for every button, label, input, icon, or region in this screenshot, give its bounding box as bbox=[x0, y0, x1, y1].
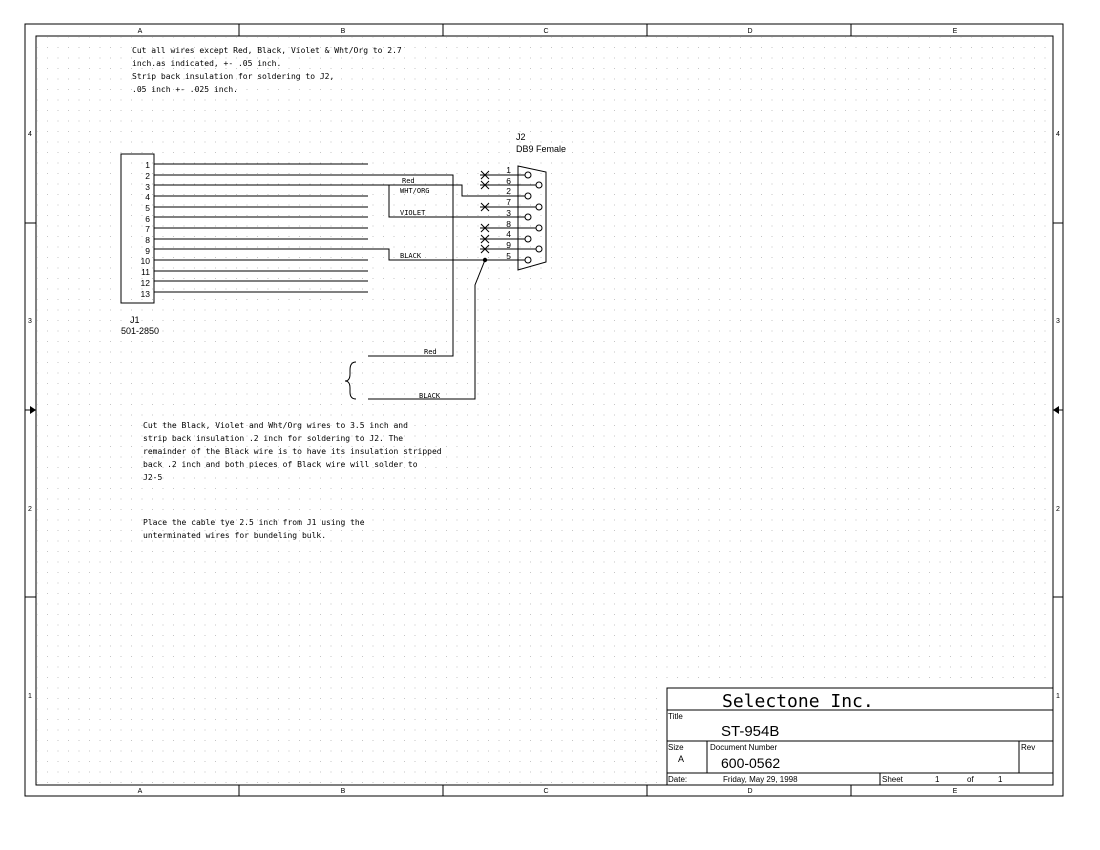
note-top-line: Strip back insulation for soldering to J2, bbox=[132, 72, 335, 81]
zone-label-left: 3 bbox=[28, 318, 32, 325]
document-number: 600-0562 bbox=[721, 755, 781, 771]
j1-pin-number: 12 bbox=[140, 278, 150, 288]
sheet-label: Sheet bbox=[882, 775, 903, 784]
j2-pin-number: 5 bbox=[506, 251, 511, 261]
size-label: Size bbox=[668, 743, 684, 752]
note-middle-line: remainder of the Black wire is to have its insulation stripped bbox=[143, 447, 442, 456]
sheet-count: 1 bbox=[998, 775, 1003, 784]
j1-pin-number: 8 bbox=[145, 235, 150, 245]
zone-label-top: D bbox=[747, 28, 753, 35]
j2-pin-circle bbox=[525, 236, 531, 242]
zone-label-left: 2 bbox=[28, 506, 32, 513]
j1-pin-number: 7 bbox=[145, 224, 150, 234]
zone-label-bottom: A bbox=[137, 788, 143, 795]
zone-label-bottom: E bbox=[952, 788, 958, 795]
zone-label-top: A bbox=[137, 28, 143, 35]
zone-label-left: 4 bbox=[28, 131, 32, 138]
of-label: of bbox=[967, 775, 974, 784]
zone-label-top: B bbox=[340, 28, 346, 35]
note-middle-line: J2-5 bbox=[143, 473, 163, 482]
j2-pin-number: 4 bbox=[506, 229, 511, 239]
j1-part-label: 501-2850 bbox=[121, 326, 160, 336]
zone-label-right: 3 bbox=[1056, 318, 1060, 325]
zone-label-bottom: B bbox=[340, 788, 346, 795]
left-center-arrow bbox=[30, 406, 36, 414]
j2-pin-number: 6 bbox=[506, 176, 511, 186]
j2-pin-circle bbox=[536, 204, 542, 210]
j1-pin-number: 2 bbox=[145, 171, 150, 181]
j2-pin-circle bbox=[525, 257, 531, 263]
zone-label-left: 1 bbox=[28, 693, 32, 700]
sheet-number: 1 bbox=[935, 775, 940, 784]
drawing-frame bbox=[25, 24, 1063, 796]
j1-pin-number: 9 bbox=[145, 246, 150, 256]
j2-pin-circle bbox=[536, 182, 542, 188]
j2-pin-circle bbox=[525, 214, 531, 220]
j2-part-label: DB9 Female bbox=[516, 144, 567, 154]
drawing-title: ST-954B bbox=[721, 723, 780, 740]
wire-label-violet: VIOLET bbox=[400, 209, 426, 217]
right-center-arrow bbox=[1053, 406, 1059, 414]
j2-pin-number: 3 bbox=[506, 208, 511, 218]
note-bottom-line: Place the cable tye 2.5 inch from J1 using the bbox=[143, 518, 365, 527]
zone-label-right: 2 bbox=[1056, 506, 1060, 513]
j1-pin-number: 11 bbox=[141, 267, 150, 277]
note-middle-line: back .2 inch and both pieces of Black wire will solder to bbox=[143, 460, 418, 469]
j2-pin-numbers bbox=[506, 165, 511, 261]
size-value: A bbox=[678, 754, 685, 764]
zone-label-top: C bbox=[543, 28, 549, 35]
j1-pin-number: 6 bbox=[145, 214, 150, 224]
title-block bbox=[667, 688, 1053, 785]
note-bottom-line: unterminated wires for bundeling bulk. bbox=[143, 531, 327, 540]
j1-pin-number: 13 bbox=[140, 289, 150, 299]
j2-pin-circle bbox=[525, 193, 531, 199]
note-top-line: inch.as indicated, +- .05 inch. bbox=[132, 59, 282, 68]
date-value: Friday, May 29, 1998 bbox=[723, 775, 798, 784]
junction-dot bbox=[483, 258, 487, 262]
note-middle-line: Cut the Black, Violet and Wht/Org wires to 3.5 inch and bbox=[143, 421, 408, 430]
rev-label: Rev bbox=[1021, 743, 1036, 752]
j2-ref-label: J2 bbox=[516, 132, 526, 142]
j1-pin-number: 1 bbox=[145, 160, 150, 170]
j2-pin-number: 1 bbox=[506, 165, 511, 175]
j1-pin-number: 5 bbox=[145, 203, 150, 213]
note-middle-line: strip back insulation .2 inch for soldering to J2. The bbox=[143, 434, 404, 443]
j2-pin-circle bbox=[536, 246, 542, 252]
wire-label-black: BLACK bbox=[400, 252, 422, 260]
j1-pin-number: 3 bbox=[145, 182, 150, 192]
company-name: Selectone Inc. bbox=[722, 691, 874, 712]
j2-pin-number: 9 bbox=[506, 240, 511, 250]
zone-label-right: 4 bbox=[1056, 131, 1060, 138]
zone-label-bottom: C bbox=[543, 788, 549, 795]
document-number-label: Document Number bbox=[710, 743, 778, 752]
j2-pin-circle bbox=[536, 225, 542, 231]
wire-label-red-free: Red bbox=[424, 348, 437, 356]
j2-pin-number: 7 bbox=[506, 197, 511, 207]
j1-ref-label: J1 bbox=[130, 315, 140, 325]
wire-label-wht-org: WHT/ORG bbox=[400, 187, 430, 195]
j2-pin-circle bbox=[525, 172, 531, 178]
wire-label-black-free: BLACK bbox=[419, 392, 441, 400]
j1-pin-number: 10 bbox=[140, 256, 150, 266]
title-label: Title bbox=[668, 712, 683, 721]
note-top-line: Cut all wires except Red, Black, Violet & Wht/Org to 2.7 bbox=[132, 46, 402, 55]
wire-label-red: Red bbox=[402, 177, 415, 185]
j2-pin-number: 2 bbox=[506, 186, 511, 196]
zone-label-top: E bbox=[952, 28, 958, 35]
zone-label-bottom: D bbox=[747, 788, 753, 795]
j1-pin-number: 4 bbox=[145, 192, 150, 202]
zone-label-right: 1 bbox=[1056, 693, 1060, 700]
j2-pin-number: 8 bbox=[506, 219, 511, 229]
date-label: Date: bbox=[668, 775, 688, 784]
note-top-line: .05 inch +- .025 inch. bbox=[132, 85, 238, 94]
